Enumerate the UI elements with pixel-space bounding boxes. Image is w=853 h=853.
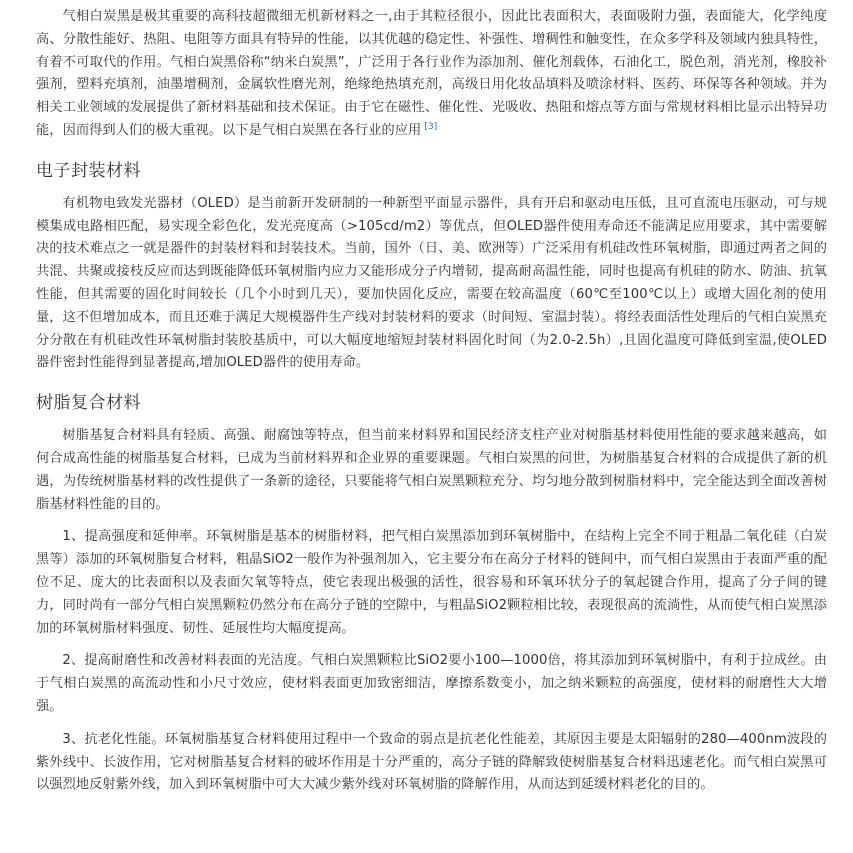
oled-paragraph: 有机物电致发光器材（OLED）是当前新开发研制的一种新型平面显示器件，具有开启和驱动电压低，且可直流电压驱动，可与规模集成电路相匹配，易实现全彩色化，发光亮度高（>105cd/m2）等优点，但OLED器件使用寿命还不能满足应用要求，其中需要解决的技术难点之一就是器件的封装材料和封装技术。当前，国外（日、美、欧洲等）广泛采用有机硅改性环氧树脂，即通过两者之间的共混、共聚或接枝反应而达到既能降低环氧树脂内应力又能形成分子内增韧，提高耐高温性能，同时也提高有机硅的防水、防油、抗氧性能，但其需要的固化时间较长（几个小时到几天），要加快固化反应，需要在较高温度（60℃至100℃以上）或增大固化剂的使用量，这不但增加成本，而且还难于满足大规模器件生产线对封装材料的要求（时间短、室温封装）。将经表面活性处理后的气相白炭黑充分分散在有机硅改性环氧树脂封装胶基质中，可以大幅度地缩短封装材料固化时间（为2.0-2.5h）,且固化温度可降低到室温,使OLED器件密封性能得到显著提高,增加OLED器件的使用寿命。 xyxy=(36,195,827,371)
wear-resistance-paragraph: 2、提高耐磨性和改善材料表面的光洁度。气相白炭黑颗粒比SiO2要小100—1000倍，将其添加到环氧树脂中，有利于拉成丝。由于气相白炭黑的高流动性和小尺寸效应，使材料表面更加致密细洁，摩擦系数变小，加之纳米颗粒的高强度，使材料的耐磨性大大增强。 xyxy=(36,653,827,714)
section-title-resin-composites: 树脂复合材料 xyxy=(36,393,141,414)
anti-aging-paragraph: 3、抗老化性能。环氧树脂基复合材料使用过程中一个致命的弱点是抗老化性能差，其原因主要是太阳辐射的280—400nm波段的紫外线中、长波作用，它对树脂基复合材料的破坏作用是十分严重的，高分子链的降解致使树脂基复合材料迅速老化。而气相白炭黑可以强烈地反射紫外线，加入到环氧树脂中可大大减少紫外线对环氧树脂的降解作用，从而达到延缓材料老化的目的。 xyxy=(36,731,827,793)
citation-link[interactable]: [3] xyxy=(424,121,438,132)
strength-paragraph: 1、提高强度和延伸率。环氧树脂是基本的树脂材料，把气相白炭黑添加到环氧树脂中，在结构上完全不同于粗晶二氧化硅（白炭黑等）添加的环氧树脂复合材料，粗晶SiO2一般作为补强剂加入，它主要分布在高分子材料的链间中，而气相白炭黑由于表面严重的配位不足、庞大的比表面积以及表面欠氧等特点，使它表现出极强的活性，很容易和环氧环状分子的氧起键合作用，提高了分子间的键力，同时尚有一部分气相白炭黑颗粒仍然分布在高分子链的空隙中，与粗晶SiO2颗粒相比较，表现很高的流淌性，从而使气相白炭黑添加的环氧树脂材料强度、韧性、延展性均大幅度提高。 xyxy=(36,529,827,636)
intro-paragraph xyxy=(36,6,827,143)
resin-intro-paragraph: 树脂基复合材料具有轻质、高强、耐腐蚀等特点，但当前来材料界和国民经济支柱产业对树脂基材料使用性能的要求越来越高，如何合成高性能的树脂基复合材料，已成为当前材料界和企业界的重要课题。气相白炭黑的问世，为树脂基复合材料的合成提供了新的机遇，为传统树脂基材料的改性提供了一条新的途径，只要能将气相白炭黑颗粒充分、均匀地分散到树脂材料中，完全能达到全面改善树脂基材料性能的目的。 xyxy=(36,428,827,512)
section-title-electronic-packaging: 电子封装材料 xyxy=(36,160,141,181)
intro-text: 气相白炭黑是极其重要的高科技超微细无机新材料之一,由于其粒径很小，因此比表面积大，表面吸附力强，表面能大，化学纯度高、分散性能好、热阻、电阻等方面具有特异的性能，以其优越的稳定性、补强性、增稠性和触变性，在众多学科及领域内独具特性，有着不可取代的作用。气相白炭黑俗称“纳米白炭黑”，广泛用于各行业作为添加剂、催化剂载体，石油化工，脱色剂，消光剂，橡胶补强剂，塑料充填剂，油墨增稠剂，金属软性磨光剂，绝缘绝热填充剂，高级日用化妆品填料及喷涂材料、医药、环保等各种领域。并为相关工业领域的发展提供了新材料基础和技术保证。由于它在磁性、催化性、光吸收、热阻和熔点等方面与常规材料相比显示出特异功能，因而得到人们的极大重视。以下是气相白炭黑在各行业的应用 xyxy=(36,9,827,138)
